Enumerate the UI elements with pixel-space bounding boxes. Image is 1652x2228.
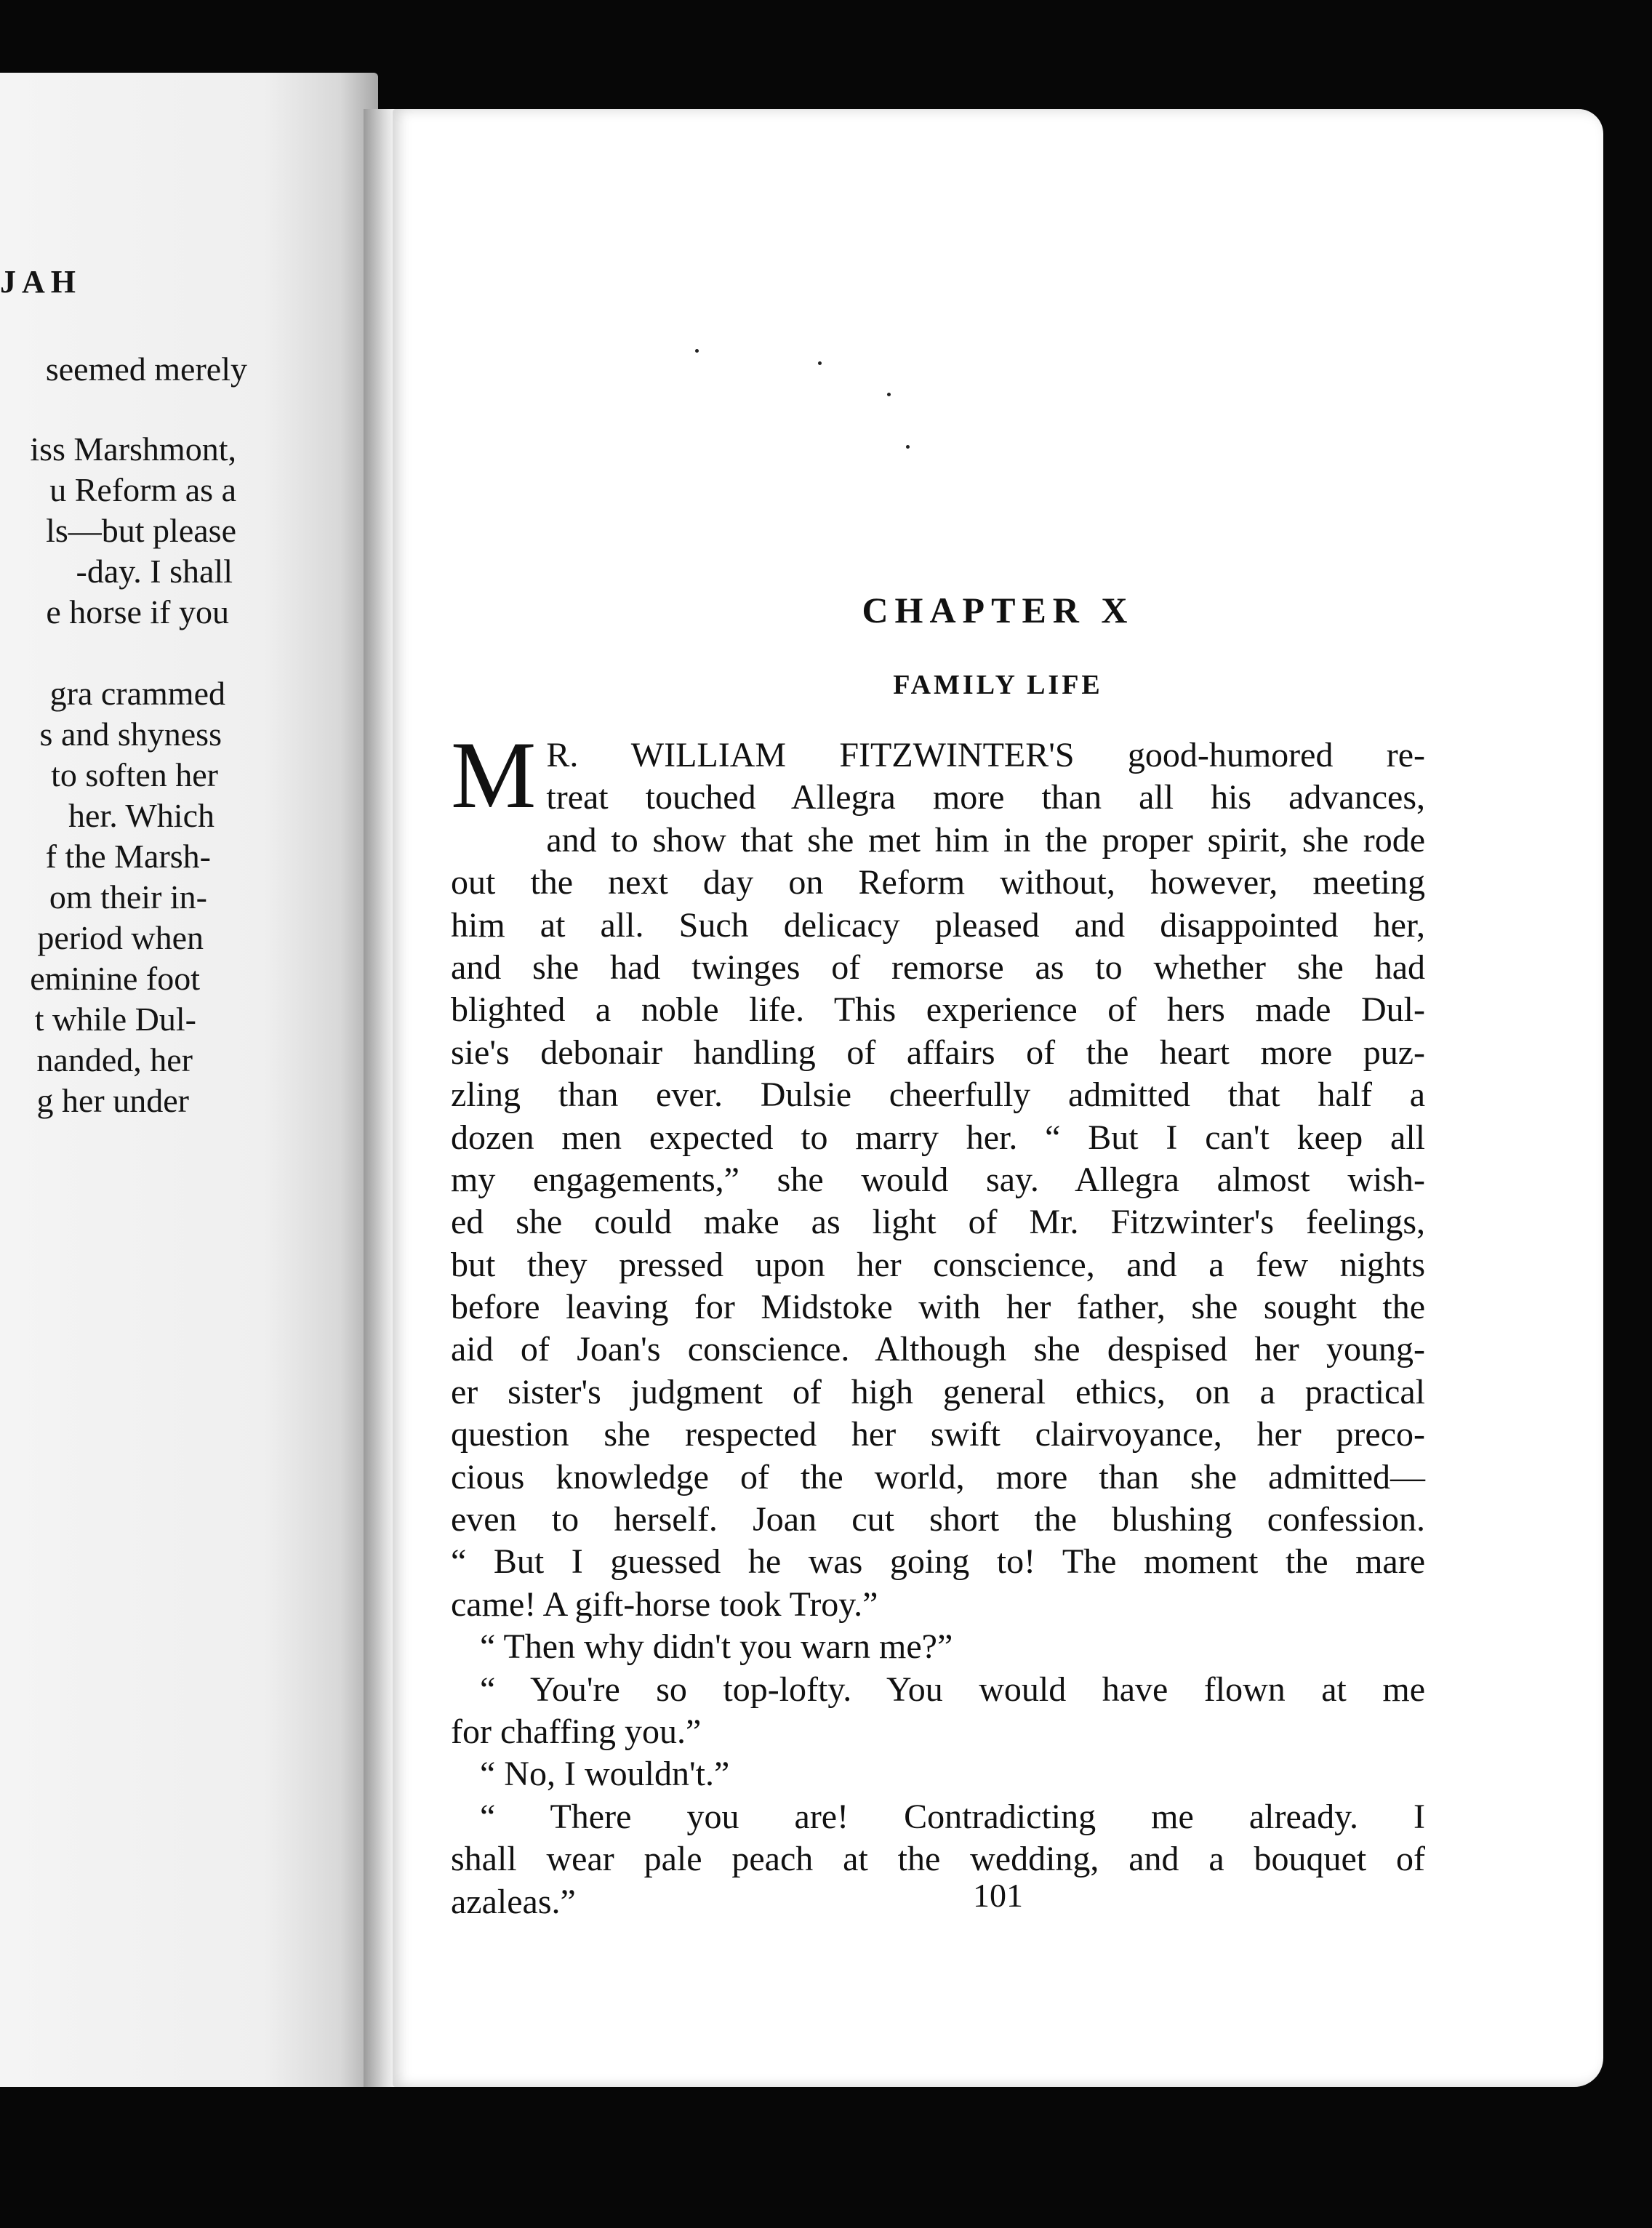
text-line: “ But I guessed he was going to! The moment the mare [451, 1542, 1425, 1582]
text-line: “ No, I wouldn't.” [480, 1755, 730, 1794]
left-line: eminine foot [30, 960, 200, 997]
right-page [393, 109, 1603, 2087]
left-page-text [0, 73, 378, 2087]
text-line: “ You're so top-lofty. You would have flown at me [480, 1670, 1425, 1709]
text-line: aid of Joan's conscience. Although she despised her young- [451, 1330, 1425, 1369]
text-line: blighted a noble life. This experience of hers made Dul- [451, 990, 1425, 1030]
left-line: s and shyness [39, 716, 222, 753]
page-number: 101 [973, 1877, 1023, 1914]
left-line: to soften her [51, 756, 218, 793]
speck [906, 445, 910, 449]
text-line: out the next day on Reform without, however, meeting [451, 863, 1425, 902]
left-line: g her under [36, 1082, 189, 1119]
text-line: question she respected her swift clairvoyance, her preco- [451, 1415, 1425, 1454]
left-line: iss Marshmont, [30, 430, 236, 468]
left-line: -day. I shall [76, 553, 233, 590]
left-line: period when [37, 919, 204, 956]
left-line: e horse if you [46, 593, 229, 630]
text-line: “ There you are! Contradicting me already. I [480, 1797, 1425, 1836]
chapter-title: CHAPTER X [862, 590, 1134, 630]
text-line: treat touched Allegra more than all his advances, [546, 778, 1425, 817]
left-line: u Reform as a [49, 471, 236, 508]
text-line: him at all. Such delicacy pleased and disappointed her, [451, 905, 1425, 945]
text-line: ed she could make as light of Mr. Fitzwinter's feelings, [451, 1203, 1425, 1242]
speck [695, 349, 699, 353]
left-page [0, 73, 378, 2087]
text-line: azaleas.” [451, 1882, 576, 1921]
text-line: and she had twinges of remorse as to whether she had [451, 947, 1425, 987]
text-line: came! A gift-horse took Troy.” [451, 1584, 878, 1624]
left-line: t while Dul- [34, 1001, 196, 1038]
left-line: seemed merely [45, 350, 247, 388]
speck [818, 361, 822, 365]
text-line: my engagements,” she would say. Allegra almost wish- [451, 1160, 1425, 1199]
text-line: sie's debonair handling of affairs of the heart more puz- [451, 1033, 1425, 1072]
left-line: her. Which [68, 797, 214, 834]
text-line: but they pressed upon her conscience, and a few nights [451, 1245, 1425, 1284]
chapter-body [451, 721, 1425, 1923]
speck [887, 393, 891, 396]
text-line: dozen men expected to marry her. “ But I can't keep all [451, 1118, 1425, 1157]
text-line: for chaffing you.” [451, 1712, 702, 1751]
chapter-subtitle: FAMILY LIFE [893, 670, 1103, 700]
text-line: “ Then why didn't you warn me?” [480, 1627, 953, 1667]
text-line: er sister's judgment of high general ethics, on a practical [451, 1372, 1425, 1411]
text-line: R. WILLIAM FITZWINTER'S good-humored re- [546, 736, 1425, 774]
text-line: cious knowledge of the world, more than she admitted— [451, 1457, 1425, 1496]
left-running-header: JAH [0, 264, 81, 300]
drop-cap: M [451, 721, 537, 828]
left-line: om their in- [49, 878, 207, 915]
left-line: ls—but please [46, 512, 236, 549]
text-line: before leaving for Midstoke with her father, she sought the [451, 1288, 1425, 1327]
left-line: f the Marsh- [45, 838, 211, 875]
left-line: gra crammed [49, 675, 225, 712]
left-line: nanded, her [36, 1041, 193, 1078]
text-line: even to herself. Joan cut short the blushing confession. [451, 1500, 1425, 1539]
text-line: shall wear pale peach at the wedding, and a bouquet of [451, 1840, 1425, 1879]
text-line: and to show that she met him in the proper spirit, she rode [546, 820, 1425, 859]
text-line: zling than ever. Dulsie cheerfully admitted that half a [451, 1075, 1425, 1115]
